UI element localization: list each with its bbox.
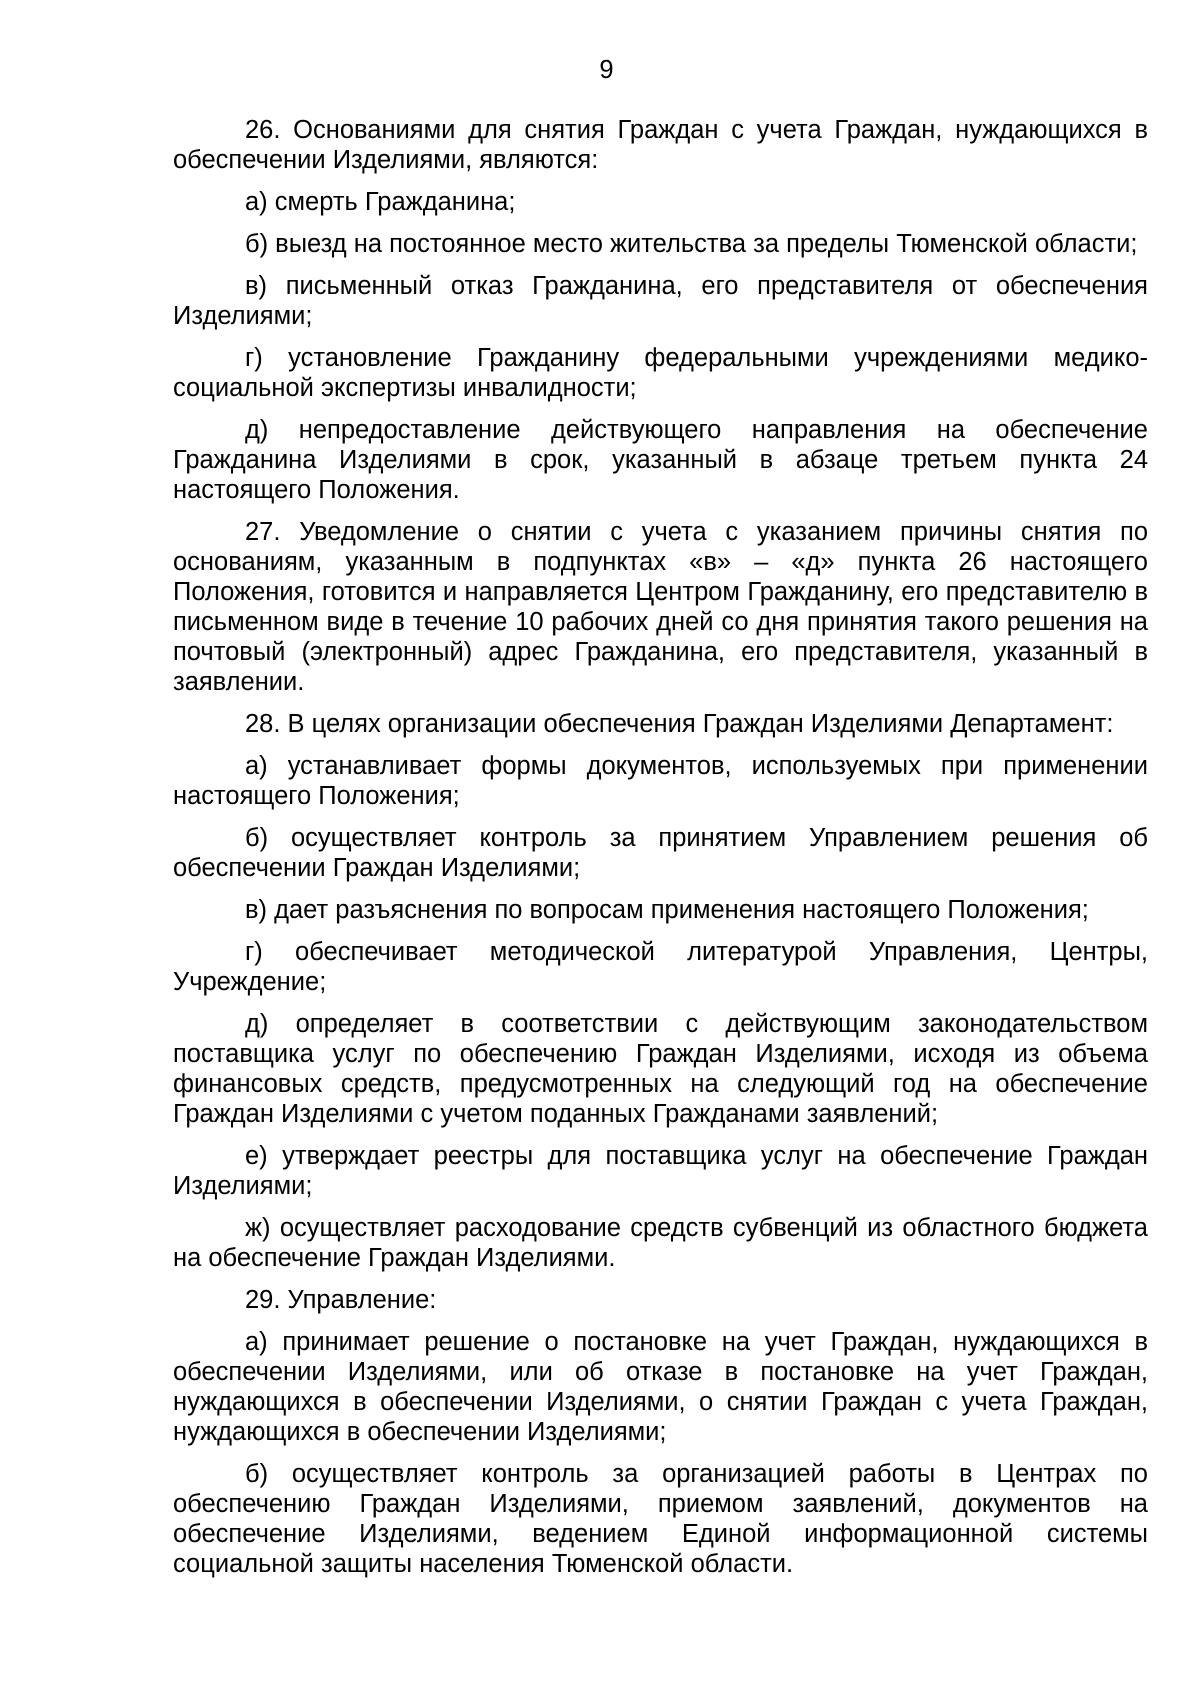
paragraph: г) обеспечивает методической литературой Управления, Центры, Учреждение; — [173, 938, 1148, 996]
paragraph: б) выезд на постоянное место жительства за пределы Тюменской области; — [245, 230, 1138, 258]
paragraph: 28. В целях организации обеспечения Граждан Изделиями Департамент: — [245, 710, 1114, 738]
paragraph: в) письменный отказ Гражданина, его представителя от обеспечения Изделиями; — [173, 272, 1148, 330]
paragraph: д) непредоставление действующего направления на обеспечение Гражданина Изделиями в срок, указанный в абзаце третьем пункта 24 настоящего Положения. — [173, 416, 1148, 504]
paragraph: 27. Уведомление о снятии с учета с указанием причины снятия по основаниям, указанным в подпунктах «в» – «д» пункта 26 настоящего Положения, готовится и направляется Центром Гражданину, его представителю в письменном виде в течение 10 рабочих дней со дня принятия такого решения на почтовый (электронный) адрес Гражданина, его представителя, указанный в заявлении. — [173, 518, 1148, 696]
document-body — [173, 115, 1148, 1591]
paragraph: 29. Управление: — [245, 1286, 437, 1314]
paragraph: б) осуществляет контроль за принятием Управлением решения об обеспечении Граждан Изделиями; — [173, 824, 1148, 882]
paragraph: г) установление Гражданину федеральными учреждениями медико-социальной экспертизы инвалидности; — [173, 344, 1148, 402]
paragraph: б) осуществляет контроль за организацией работы в Центрах по обеспечению Граждан Изделиями, приемом заявлений, документов на обеспечение Изделиями, ведением Единой информационной системы социальной защиты населения Тюменской области. — [173, 1460, 1148, 1578]
paragraph: д) определяет в соответствии с действующим законодательством поставщика услуг по обеспечению Граждан Изделиями, исходя из объема финансовых средств, предусмотренных на следующий год на обеспечение Граждан Изделиями с учетом поданных Гражданами заявлений; — [173, 1010, 1148, 1128]
paragraph: ж) осуществляет расходование средств субвенций из областного бюджета на обеспечение Граждан Изделиями. — [173, 1214, 1148, 1272]
paragraph: е) утверждает реестры для поставщика услуг на обеспечение Граждан Изделиями; — [173, 1142, 1148, 1200]
page-number: 9 — [599, 56, 614, 84]
paragraph: а) принимает решение о постановке на учет Граждан, нуждающихся в обеспечении Изделиями, или об отказе в постановке на учет Граждан, нуждающихся в обеспечении Изделиями, о снятии Граждан с учета Граждан, нуждающихся в обеспечении Изделиями; — [173, 1328, 1148, 1446]
paragraph: 26. Основаниями для снятия Граждан с учета Граждан, нуждающихся в обеспечении Изделиями, являются: — [173, 116, 1148, 174]
paragraph: в) дает разъяснения по вопросам применения настоящего Положения; — [245, 896, 1089, 924]
paragraph: а) смерть Гражданина; — [245, 188, 516, 216]
paragraph: а) устанавливает формы документов, используемых при применении настоящего Положения; — [173, 752, 1148, 810]
